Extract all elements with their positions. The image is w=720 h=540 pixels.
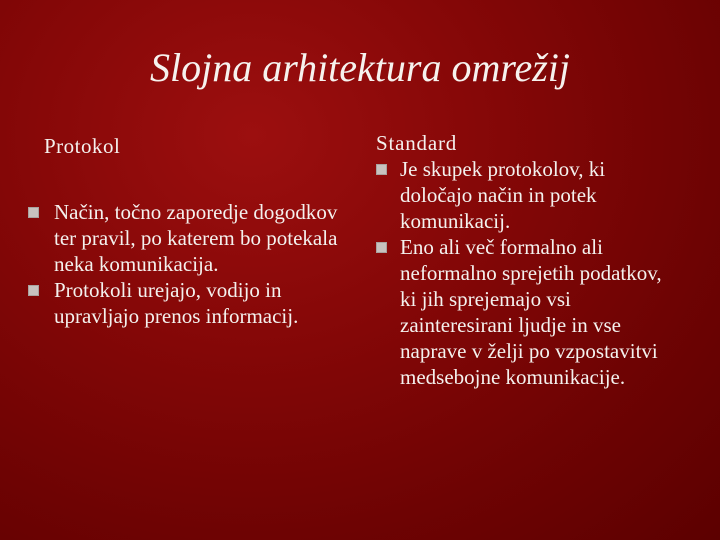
standard-bullet-text: Eno ali več formalno ali neformalno sprejetih podatkov, ki jih sprejemajo vsi zainteresirani ljudje in vse naprave v želji po vzpostavitvi medsebojne komunikacije. bbox=[400, 235, 662, 389]
list-item bbox=[376, 156, 676, 234]
standard-bullet-list bbox=[376, 156, 676, 390]
square-bullet-icon bbox=[28, 285, 39, 296]
list-item bbox=[376, 234, 676, 390]
protocol-heading: Protokol bbox=[44, 134, 121, 158]
protocol-bullet-text: Način, točno zaporedje dogodkov ter pravil, po katerem bo potekala neka komunikacija. bbox=[54, 200, 338, 276]
protocol-column bbox=[44, 133, 354, 329]
protocol-bullet-text: Protokoli urejajo, vodijo in upravljajo prenos informacij. bbox=[54, 278, 299, 328]
square-bullet-icon bbox=[376, 164, 387, 175]
square-bullet-icon bbox=[28, 207, 39, 218]
standard-bullet-text: Je skupek protokolov, ki določajo način in potek komunikacij. bbox=[400, 157, 606, 233]
list-item bbox=[28, 277, 354, 329]
standard-column bbox=[376, 130, 676, 390]
square-bullet-icon bbox=[376, 242, 387, 253]
list-item bbox=[28, 199, 354, 277]
slide-title: Slojna arhitektura omrežij bbox=[150, 45, 570, 90]
standard-heading: Standard bbox=[376, 131, 458, 155]
protocol-bullet-list bbox=[28, 199, 354, 329]
